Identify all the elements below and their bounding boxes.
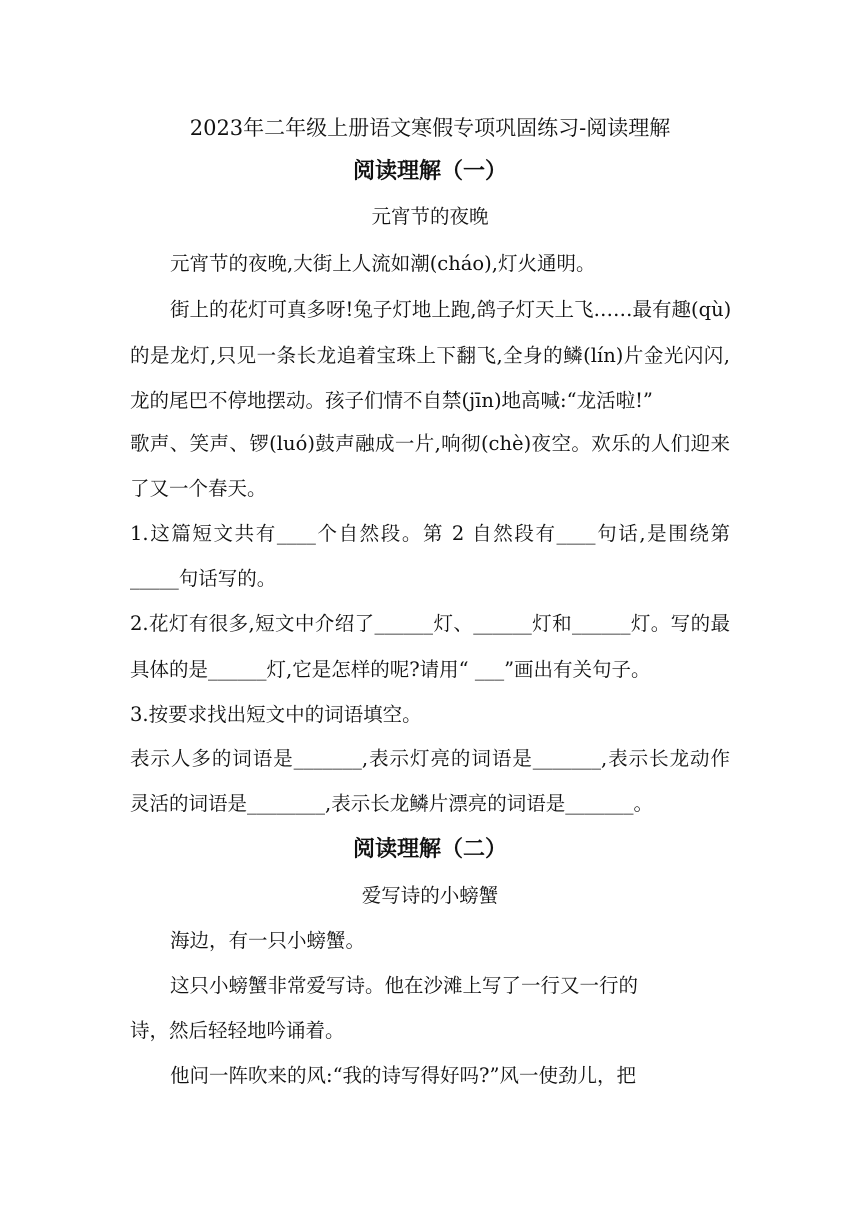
story-title-2: 爱写诗的小螃蟹: [361, 884, 499, 907]
section-heading-2: 阅读理解（二）: [352, 836, 507, 862]
question-line: 3.按要求找出短文中的词语填空。: [130, 703, 422, 726]
paragraph-line: 龙的尾巴不停地摆动。孩子们情不自禁(jīn)地高喊:“龙活啦!”: [130, 389, 653, 412]
paragraph-line: 的是龙灯,只见一条长龙追着宝珠上下翻飞,全身的鳞(lín)片金光闪闪,: [130, 344, 730, 367]
paragraph-line: 这只小螃蟹非常爱写诗。他在沙滩上写了一行又一行的: [170, 974, 639, 997]
document-title: 2023年二年级上册语文寒假专项巩固练习-阅读理解: [189, 116, 671, 140]
question-line: 表示人多的词语是_______,表示灯亮的词语是_______,表示长龙动作: [130, 747, 730, 770]
paragraph-line: 元宵节的夜晚,大街上人流如潮(cháo),灯火通明。: [170, 252, 596, 275]
section-heading-1: 阅读理解（一）: [352, 158, 507, 184]
paragraph-line: 街上的花灯可真多呀!兔子灯地上跑,鸽子灯天上飞……最有趣(qù): [170, 298, 732, 321]
paragraph-line: 海边，有一只小螃蟹。: [170, 929, 366, 952]
question-line: 1.这篇短文共有____个自然段。第 2 自然段有____句话,是围绕第: [130, 522, 730, 545]
paragraph-line: 了又一个春天。: [130, 477, 267, 500]
question-line: 2.花灯有很多,短文中介绍了______灯、______灯和______灯。写的最: [130, 612, 730, 635]
paragraph-line: 他问一阵吹来的风:“我的诗写得好吗?”风一使劲儿，把: [170, 1064, 636, 1087]
paragraph-line: 诗，然后轻轻地吟诵着。: [130, 1019, 345, 1042]
question-line: _____句话写的。: [130, 567, 277, 590]
paragraph-line: 歌声、笑声、锣(luó)鼓声融成一片,响彻(chè)夜空。欢乐的人们迎来: [130, 432, 730, 455]
story-title-1: 元宵节的夜晚: [371, 205, 489, 228]
question-line: 具体的是______灯,它是怎样的呢?请用“ ___”画出有关句子。: [130, 658, 651, 681]
question-line: 灵活的词语是________,表示长龙鳞片漂亮的词语是_______。: [130, 792, 653, 815]
